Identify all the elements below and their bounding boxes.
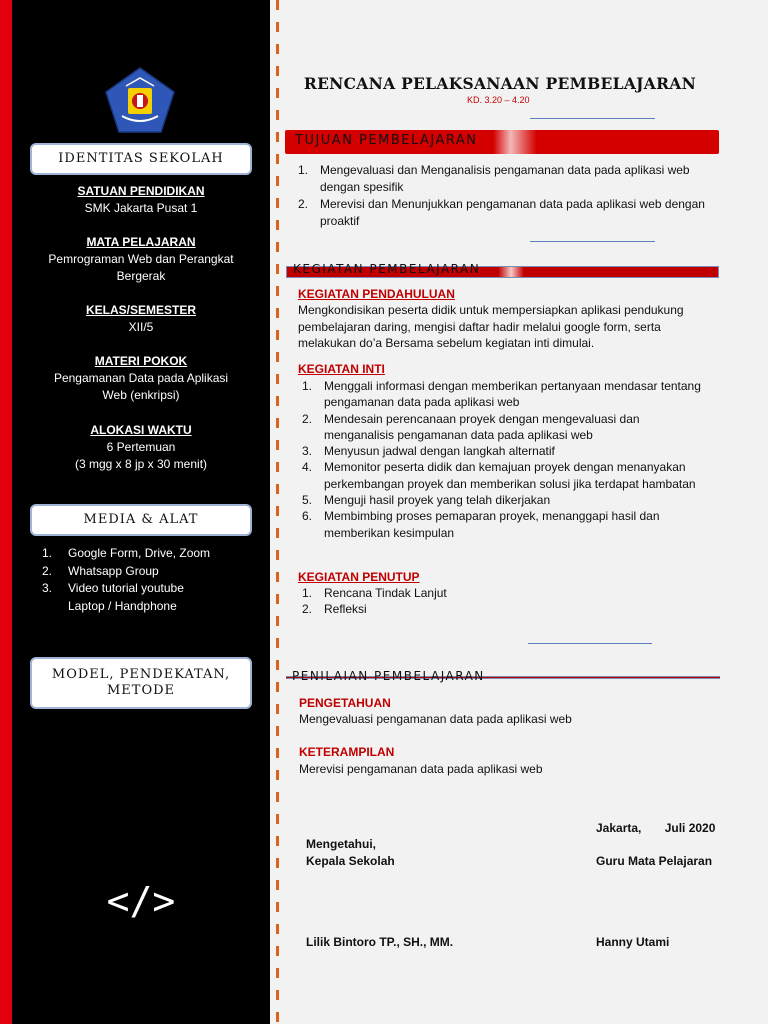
kelas-label: KELAS/SEMESTER	[85, 303, 196, 317]
list-item: 3. Video tutorial youtube	[42, 581, 184, 595]
code-icon: </>	[106, 879, 176, 923]
list-item: 3. Menyusun jadwal dengan langkah alternatif	[302, 444, 555, 459]
mapel-value: Pemrograman Web dan Perangkat Bergerak	[48, 252, 234, 283]
model-heading-line1: MODEL, PENDEKATAN,	[51, 667, 231, 682]
sidebar	[12, 0, 270, 1024]
tujuan-list	[298, 162, 708, 230]
list-item: 1. Mengevaluasi dan Menganalisis pengamanan data pada aplikasi web dengan spesifik	[298, 163, 690, 194]
divider-rule	[528, 643, 652, 644]
place-date: Jakarta, Juli 2020	[596, 821, 716, 835]
keterampilan-heading: KETERAMPILAN	[299, 745, 395, 759]
list-item: 1. Menggali informasi dengan memberikan pertanyaan mendasar tentang pengamanan data pada aplikasi web	[302, 379, 701, 410]
penutup-list	[302, 585, 702, 617]
list-item: 2. Whatsapp Group	[42, 563, 159, 578]
satuan-label: SATUAN PENDIDIKAN	[77, 184, 205, 198]
list-item: 1. Google Form, Drive, Zoom	[42, 546, 211, 560]
kd-label: KD. 3.20 – 4.20	[467, 95, 530, 105]
divider-rule	[530, 241, 655, 242]
identitas-sekolah-heading: IDENTITAS SEKOLAH	[30, 143, 252, 175]
list-item: 2. Mendesain perencanaan proyek dengan mengevaluasi dan menganalisis pengamanan data pada aplikasi web	[302, 411, 640, 442]
satuan-pendidikan-section	[12, 183, 270, 217]
pendahuluan-text: Mengkondisikan peserta didik untuk mempersiapkan aplikasi pendukung pembelajaran daring, mengisi daftar hadir melalui google form, serta melakukan do’a Bersama sebelum kegiatan inti dimulai.	[298, 303, 684, 350]
pengetahuan-text: Mengevaluasi pengamanan data pada aplikasi web	[299, 712, 572, 726]
mata-pelajaran-section	[12, 234, 270, 285]
alokasi-detail: (3 mgg x 8 jp x 30 menit)	[74, 457, 208, 471]
mapel-label: MATA PELAJARAN	[86, 235, 196, 249]
inti-heading: KEGIATAN INTI	[298, 362, 385, 376]
alokasi-label: ALOKASI WAKTU	[90, 423, 192, 437]
kepala-sekolah-name: Lilik Bintoro TP., SH., MM.	[306, 935, 454, 949]
divider-rule	[530, 118, 655, 119]
kelas-value: XII/5	[128, 320, 154, 334]
model-heading-line2: METODE	[106, 683, 176, 698]
list-item: 2. Refleksi	[302, 602, 367, 616]
materi-value: Pengamanan Data pada Aplikasi Web (enkripsi)	[53, 371, 229, 402]
keterampilan-text: Merevisi pengamanan data pada aplikasi web	[299, 762, 543, 776]
kegiatan-title: KEGIATAN PEMBELAJARAN	[293, 262, 481, 276]
list-item: Laptop / Handphone	[68, 598, 177, 613]
kepala-sekolah-label: Kepala Sekolah	[306, 854, 395, 868]
list-item: 6. Membimbing proses pemaparan proyek, menanggapi hasil dan memberikan kesimpulan	[302, 509, 660, 540]
inti-list	[302, 378, 702, 541]
satuan-value: SMK Jakarta Pusat 1	[84, 201, 198, 215]
guru-name: Hanny Utami	[596, 935, 670, 949]
list-item: 1. Rencana Tindak Lanjut	[302, 586, 447, 600]
dashed-divider	[276, 0, 279, 1024]
kegiatan-section-bar	[286, 262, 719, 278]
media-list	[42, 545, 262, 615]
media-alat-heading: MEDIA & ALAT	[30, 504, 252, 536]
penutup-heading: KEGIATAN PENUTUP	[298, 570, 420, 584]
guru-label: Guru Mata Pelajaran	[596, 854, 713, 868]
pengetahuan-heading: PENGETAHUAN	[299, 696, 391, 710]
penilaian-title: PENILAIAN PEMBELAJARAN	[292, 669, 485, 683]
list-item: 4. Memonitor peserta didik dan kemajuan proyek dengan menanyakan perkembangan proyek dan memberikan solusi jika terdapat hambatan	[302, 460, 696, 491]
kelas-semester-section	[12, 302, 270, 336]
materi-label: MATERI POKOK	[94, 354, 188, 368]
model-pendekatan-heading	[30, 657, 252, 709]
materi-pokok-section	[12, 353, 270, 404]
list-item: 5. Menguji hasil proyek yang telah dikerjakan	[302, 493, 551, 508]
pendahuluan-heading: KEGIATAN PENDAHULUAN	[298, 287, 455, 301]
school-logo-icon	[104, 66, 176, 134]
tujuan-title: TUJUAN PEMBELAJARAN	[295, 133, 478, 148]
alokasi-waktu-section	[12, 422, 270, 473]
sidebar-red-strip	[0, 0, 12, 1024]
alokasi-value: 6 Pertemuan	[106, 440, 176, 454]
tujuan-section-bar	[285, 130, 719, 154]
page-title: RENCANA PELAKSANAAN PEMBELAJARAN	[303, 74, 697, 93]
mengetahui-label: Mengetahui,	[306, 837, 377, 851]
list-item: 2. Merevisi dan Menunjukkan pengamanan data pada aplikasi web dengan proaktif	[298, 197, 705, 228]
